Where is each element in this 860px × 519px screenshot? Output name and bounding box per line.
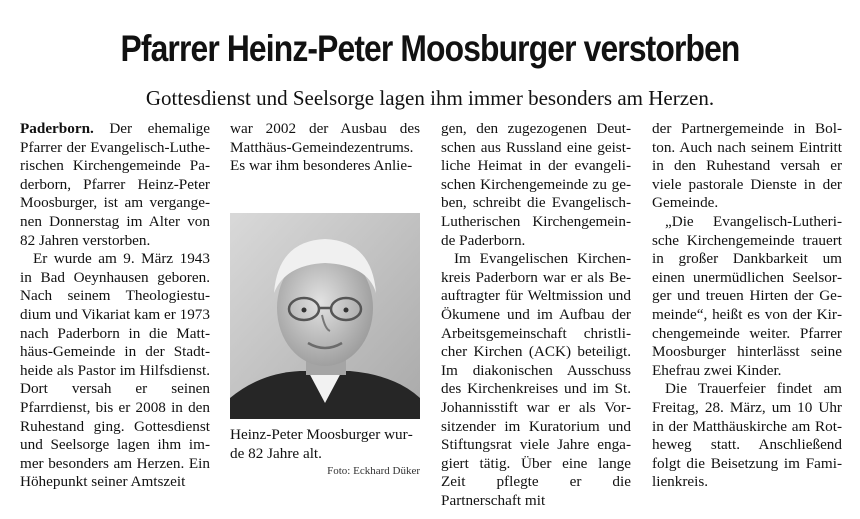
text-column-2 [230,120,420,176]
portrait-image [230,213,420,419]
paragraph: Im Evangelischen Kirchenkreis Paderborn war er als Beauftragter für Weltmission und Ökumene und im Aufbau der Arbeitsgemeinschaft christlicher Kirchen (ACK) beteiligt. Im diakonischen Ausschuss des Kirchenkreises und im St. Johannisstift war er als Vorsitzender im Kuratorium und Stiftungsrat viele Jahre engagiert tätig. Über eine lange Zeit pflegte er die Partnerschaft mit [441,250,631,509]
text-column-3 [441,120,631,510]
photo-caption: Heinz-Peter Moosburger wurde 82 Jahre alt. [230,426,413,462]
paragraph-text: Der ehemalige Pfarrer der Evangelisch-Lutherischen Kirchengemeinde Paderborn, Pfarrer Heinz-Peter Moosburger, ist am vergangenen Donnerstag im Alter von 82 Jahren verstorben. [20,120,210,249]
paragraph: war 2002 der Ausbau des Matthäus-Gemeindezentrums. Es war ihm besonderes Anlie- [230,120,420,175]
paragraph: Er wurde am 9. März 1943 in Bad Oeynhausen geboren. Nach seinem Theologiestudium und Vikariat kam er 1973 nach Paderborn in die Matthäus-Gemeinde in der Stadtheide als Pastor im Hilfsdienst. Dort versah er seinen Pfarrdienst, bis er 2008 in den Ruhestand ging. Gottesdienst und Seelsorge lagen ihm immer besonders am Herzen. Ein Höhepunkt seiner Amtszeit [20,250,210,491]
text-column-4 [652,120,842,492]
portrait-photo [230,213,420,419]
text-column-1 [20,120,210,492]
photo-credit: Foto: Eckhard Düker [327,465,420,477]
article-headline: Pfarrer Heinz-Peter Moosburger verstorben [120,28,740,69]
dateline: Paderborn. [20,120,94,137]
paragraph: gen, den zugezogenen Deutschen aus Russland eine geistliche Heimat in der evangelischen Kirchengemeinde zu geben, schreibt die Evangelisch-Lutherischen Kirchengemeinde Paderborn. [441,120,631,249]
paragraph: Die Trauerfeier findet am Freitag, 28. März, um 10 Uhr in der Matthäuskirche am Rotheweg statt. Anschließend folgt die Beisetzung im Familienkreis. [652,380,842,491]
paragraph [20,120,210,250]
article-subheadline: Gottesdienst und Seelsorge lagen ihm immer besonders am Herzen. [145,86,715,110]
paragraph: „Die Evangelisch-Lutherische Kirchengemeinde trauert in großer Dankbarkeit um einen unermüdlichen Seelsorger und treuen Hirten der Gemeinde“, heißt es von der Kirchengemeinde weiter. Pfarrer Moosburger hinterlässt seine Ehefrau zwei Kinder. [652,212,842,379]
paragraph: der Partnergemeinde in Bolton. Auch nach seinem Eintritt in den Ruhestand versah er viele pastorale Dienste in der Gemeinde. [652,120,842,212]
